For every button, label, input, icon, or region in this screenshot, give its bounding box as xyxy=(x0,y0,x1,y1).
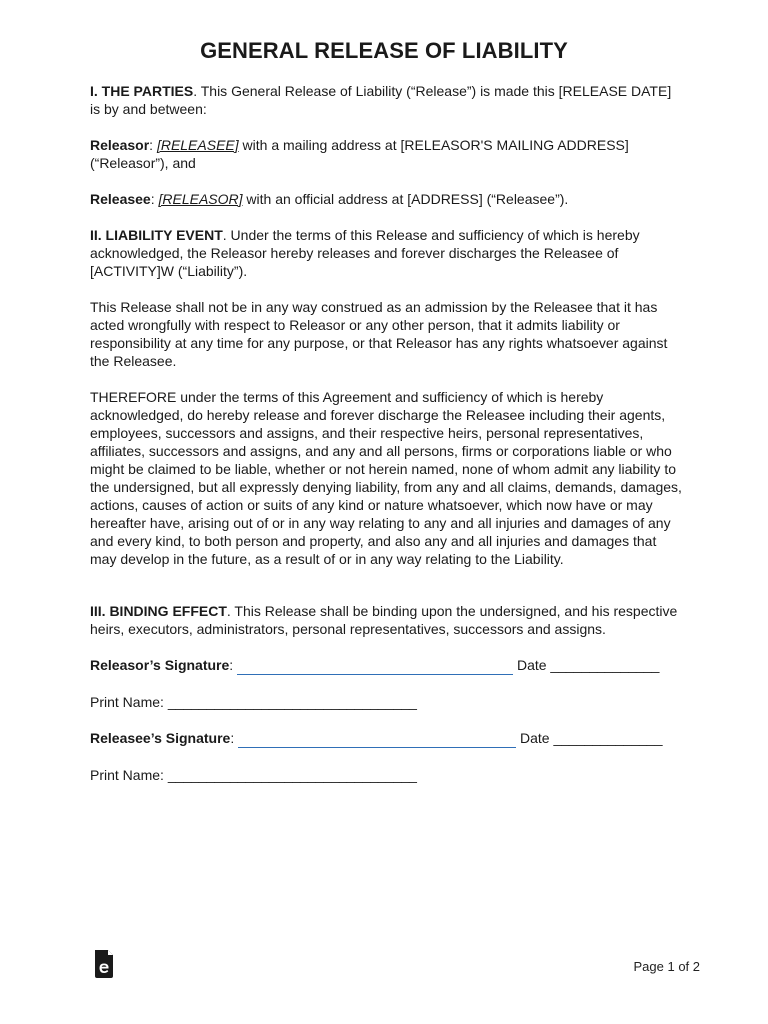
releasor-label: Releasor xyxy=(90,137,150,153)
releasor-print-name-label: Print Name: xyxy=(90,694,168,710)
releasor-paragraph xyxy=(90,136,682,172)
releasee-signature-row xyxy=(90,729,682,748)
releasee-colon: : xyxy=(150,191,159,207)
releasee-text: with an official address at [ADDRESS] (“Releasee”). xyxy=(242,191,569,207)
document-logo-icon xyxy=(93,950,115,978)
releasor-print-name-line[interactable]: ________________________________ xyxy=(167,694,417,710)
page-number: Page 1 of 2 xyxy=(633,959,700,974)
releasee-name-field[interactable]: [RELEASOR] xyxy=(158,191,243,207)
releasee-date-line[interactable]: ______________ xyxy=(553,730,663,746)
parties-text: . This General Release of Liability (“Release”) is made this [RELEASE DATE] is by and between: xyxy=(90,83,672,117)
releasor-signature-colon: : xyxy=(229,657,238,673)
liability-event-paragraph xyxy=(90,226,682,280)
document-title: GENERAL RELEASE OF LIABILITY xyxy=(200,38,568,63)
liability-event-heading: II. LIABILITY EVENT xyxy=(90,227,223,243)
parties-paragraph xyxy=(90,82,682,118)
releasee-print-name-row xyxy=(90,766,682,784)
releasee-date-label: Date xyxy=(516,730,554,746)
releasor-date-label: Date xyxy=(513,657,551,673)
releasee-signature-label: Releasee’s Signature xyxy=(90,730,231,746)
therefore-paragraph: THEREFORE under the terms of this Agreement and sufficiency of which is hereby acknowledged, do hereby release and forever discharge the Releasee including their agents, employees, successors and assigns, and their respective heirs, personal representatives, affiliates, successors and assigns, and any and all persons, firms or corporations liable or who might be claimed to be liable, whether or not herein named, none of whom admit any liability to the undersigned, but all expressly denying liability, from any and all claims, demands, damages, actions, causes of action or suits of any kind or nature whatsoever, which now have or may hereafter have, arising out of or in any way relating to any and all injuries and damages of any and every kind, to both person and property, and also any and all injuries and damages that may develop in the future, as a result of or in any way relating to the Liability. xyxy=(90,389,682,567)
admission-paragraph: This Release shall not be in any way construed as an admission by the Releasee that it has acted wrongfully with respect to Releasor or any other person, that it admits liability or responsibility at any time for any purpose, or that Releasor has any rights whatsoever against the Releasee. xyxy=(90,299,668,369)
binding-effect-heading: III. BINDING EFFECT xyxy=(90,603,227,619)
binding-effect-text: . This Release shall be binding upon the undersigned, and his respective heirs, executors, administrators, personal representatives, successors and assigns. xyxy=(90,603,678,637)
liability-event-text: . Under the terms of this Release and sufficiency of which is hereby acknowledged, the Releasor hereby releases and forever discharges the Releasee of [ACTIVITY]W (“Liability”). xyxy=(90,227,640,279)
releasee-paragraph xyxy=(90,190,682,208)
releasor-date-line[interactable]: ______________ xyxy=(550,657,660,673)
releasor-signature-label: Releasor’s Signature xyxy=(90,657,230,673)
releasor-signature-row xyxy=(90,656,682,675)
releasor-signature-line[interactable] xyxy=(237,656,513,675)
releasee-print-name-line[interactable]: ________________________________ xyxy=(167,767,417,783)
releasee-signature-line[interactable] xyxy=(238,729,516,748)
binding-effect-paragraph xyxy=(90,602,682,638)
releasee-label: Releasee xyxy=(90,191,151,207)
releasor-print-name-row xyxy=(90,693,682,711)
releasor-colon: : xyxy=(149,137,157,153)
releasee-signature-colon: : xyxy=(230,730,239,746)
releasee-print-name-label: Print Name: xyxy=(90,767,168,783)
releasor-name-field[interactable]: [RELEASEE] xyxy=(156,137,239,153)
document-body xyxy=(90,82,682,784)
parties-heading: I. THE PARTIES xyxy=(90,83,194,99)
releasor-text: with a mailing address at [RELEASOR'S MAILING ADDRESS] (“Releasor”), and xyxy=(90,137,629,171)
